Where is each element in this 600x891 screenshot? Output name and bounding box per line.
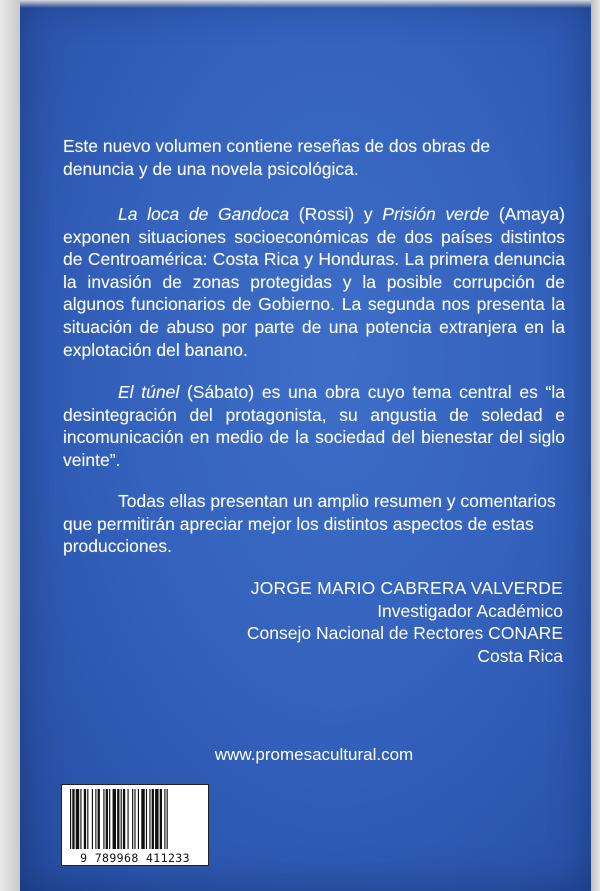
author-rossi: (Rossi) y <box>289 204 383 224</box>
barcode-bar <box>76 789 79 849</box>
signature-institution: Consejo Nacional de Rectores CONARE <box>246 623 563 644</box>
signature-country: Costa Rica <box>477 645 563 666</box>
synopsis-text-1: (Amaya) exponen situaciones socioeconómicas de dos países distintos de Centroamérica: Costa Rica y Honduras. La primera denuncia la invasión de zonas protegidas y la posible corrupción de algunos funcionarios de Gobierno. La segunda nos presenta la situación de abuso por parte de una potencia extranjera en la explotación del banano. <box>63 204 565 360</box>
synopsis-paragraph-1 <box>63 203 565 361</box>
barcode-bar <box>106 789 108 849</box>
synopsis-paragraph-2 <box>63 381 565 471</box>
synopsis-text-2: (Sábato) es una obra cuyo tema central es “la desintegración del protagonista, su angustia de soledad e incomunicación en medio de la sociedad del bienestar del siglo veinte”. <box>63 382 565 470</box>
book-title-gandoca: La loca de Gandoca <box>118 204 290 224</box>
book-title-el-tunel: El túnel <box>118 382 180 402</box>
barcode-bar <box>72 789 74 849</box>
barcode-bar <box>160 789 162 849</box>
barcode-bar <box>70 789 71 849</box>
barcode-bar <box>117 789 119 849</box>
barcode-bar <box>128 789 129 849</box>
barcode-bars <box>66 789 204 851</box>
barcode-bar <box>84 789 86 849</box>
barcode-bar <box>167 789 168 849</box>
book-title-prision-verde: Prisión verde <box>382 204 490 224</box>
barcode-bar <box>109 789 110 849</box>
barcode-bar <box>87 789 88 849</box>
barcode-bar <box>80 789 81 849</box>
page-edge-top <box>20 0 591 8</box>
barcode-bar <box>98 789 100 849</box>
barcode-bar <box>113 789 116 849</box>
barcode-bar <box>138 789 139 849</box>
barcode-bar <box>103 789 104 849</box>
publisher-website[interactable]: www.promesacultural.com <box>214 745 414 764</box>
barcode-bar <box>164 789 165 849</box>
barcode-bar <box>141 789 144 849</box>
barcode-bar <box>149 789 150 849</box>
barcode-bar <box>155 789 158 849</box>
summary-paragraph: Todas ellas presentan un amplio resumen y comentarios que permitirán apreciar mejor los distintos aspectos de estas producciones. <box>63 491 556 557</box>
barcode-bar <box>132 789 133 849</box>
barcode-bar <box>92 789 93 849</box>
isbn-digits: 9 789968 411233 <box>80 851 190 865</box>
barcode-bar <box>152 789 154 849</box>
barcode-bar <box>146 789 147 849</box>
intro-paragraph: Este nuevo volumen contiene reseñas de dos obras de denuncia y de una novela psicológica. <box>63 136 491 179</box>
barcode-bar <box>123 789 125 849</box>
signature-role: Investigador Académico <box>377 600 563 621</box>
barcode-bar <box>95 789 96 849</box>
signature-block <box>247 577 563 667</box>
barcode-bar <box>121 789 122 849</box>
signature-name: JORGE MARIO CABRERA VALVERDE <box>250 578 563 598</box>
isbn-barcode <box>61 784 209 866</box>
barcode-bar <box>134 789 135 849</box>
